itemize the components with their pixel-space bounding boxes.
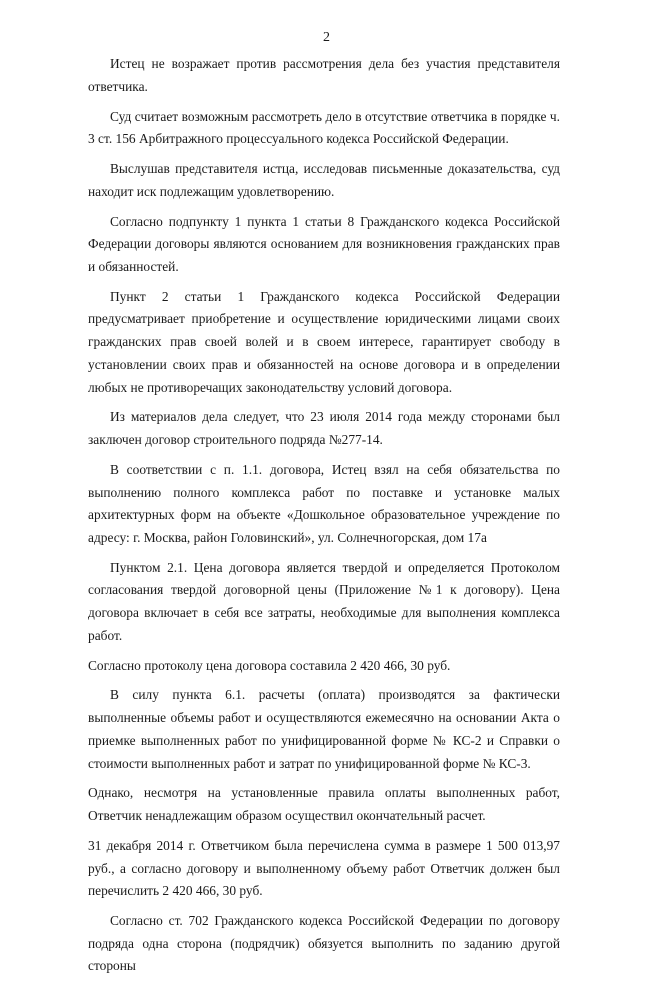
paragraph: Суд считает возможным рассмотреть дело в отсутствие ответчика в порядке ч. 3 ст. 156 Арбитражного процессуального кодекса Российской Федерации. [88,108,560,147]
page-number: 2 [323,30,330,45]
document-body [88,53,560,985]
paragraph: Выслушав представителя истца, исследовав письменные доказательства, суд находит иск подлежащим удовлетворению. [88,161,560,199]
paragraph: В силу пункта 6.1. расчеты (оплата) производятся за фактически выполненные объемы работ и осуществляются ежемесячно на основании Акта о приемке выполненных работ по унифицированной форме № КС-2 и Справки о стоимости выполненных работ и затрат по унифицированной форме № КС-3. [88,687,560,771]
paragraph: Согласно ст. 702 Гражданского кодекса Российской Федерации по договору подряда одна сторона (подрядчик) обязуется выполнить по заданию другой стороны [88,913,560,974]
paragraph: Согласно протоколу цена договора составила 2 420 466, 30 руб. [88,657,451,673]
paragraph: Истец не возражает против рассмотрения дела без участия представителя ответчика. [88,56,560,94]
paragraph: Пунктом 2.1. Цена договора является твердой и определяется Протоколом согласования твердой договорной цены (Приложение №1 к договору). Цена договора включает в себя все затраты, необходимые для выполнения комплекса работ. [88,559,560,643]
paragraph: Однако, несмотря на установленные правила оплаты выполненных работ, Ответчик ненадлежащим образом осуществил окончательный расчет. [88,785,560,824]
paragraph: В соответствии с п. 1.1. договора, Истец взял на себя обязательства по выполнению полного комплекса работ по поставке и установке малых архитектурных форм на объекте «Дошкольное образовательное учреждение по адресу: г. Москва, район Головинский», ул. Солнечногорская, дом 17а [88,461,560,545]
paragraph: Из материалов дела следует, что 23 июля 2014 года между сторонами был заключен договор строительного подряда №277-14. [88,409,560,448]
paragraph: Согласно подпункту 1 пункта 1 статьи 8 Гражданского кодекса Российской Федерации договоры являются основанием для возникновения гражданских прав и обязанностей. [88,213,560,274]
paragraph: Пункт 2 статьи 1 Гражданского кодекса Российской Федерации предусматривает приобретение и осуществление юридическими лицами своих гражданских прав своей волей и в своем интересе, гарантирует свободу в установлении своих прав и обязанностей на основе договора и в определении любых не противоречащих законодательству условий договора. [88,288,560,395]
paragraph: 31 декабря 2014 г. Ответчиком была перечислена сумма в размере 1 500 013,97 руб., а согласно договору и выполненному объему работ Ответчик должен был перечислить 2 420 466, 30 руб. [88,837,560,899]
